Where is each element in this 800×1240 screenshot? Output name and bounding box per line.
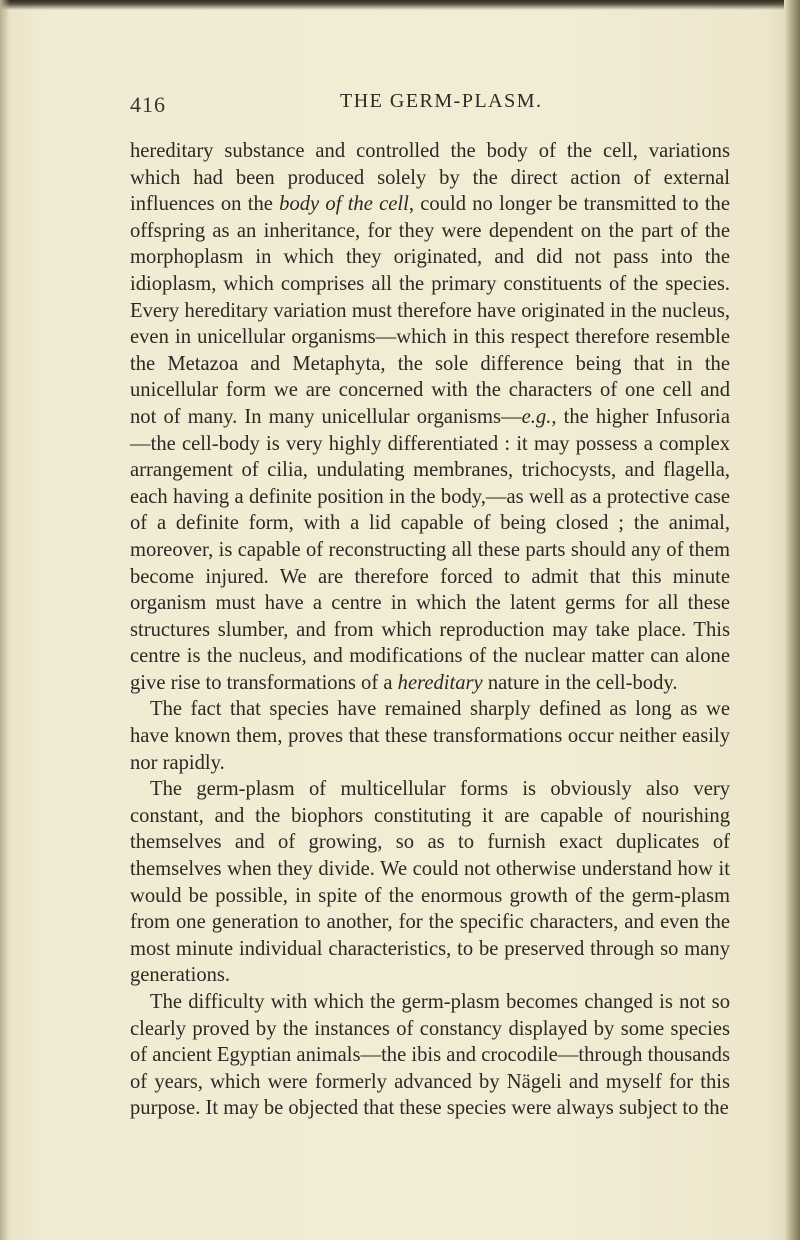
paragraph-2: The fact that species have remained sharply defined as long as we have known them, proves that these transformations occur neither easily nor rapidly. [130,698,730,774]
paragraph-1-part-g: nature in the cell-body. [482,671,678,694]
binding-edge [784,0,800,1240]
italic-body-of-the-cell: body of the cell [279,193,409,216]
paragraph-4: The difficulty with which the germ-plasm becomes changed is not so clearly proved by the instances of constancy displayed by some species of ancient Egyptian animals—the ibis and crocodile—through thousands of years, which were formerly advanced by Nägeli and myself for this purpose. It may be objected that these species were always subject to the [130,991,730,1120]
paragraph-3: The germ-plasm of multicellular forms is obviously also very constant, and the biophors constituting it are capable of nourishing themselves and of growing, so as to furnish exact duplicates of themselves when they divide. We could not otherwise understand how it would be possible, in spite of the enormous growth of the germ-plasm from one generation to another, for the specific characters, and even the most minute individual characteristics, to be preserved through so many generations. [130,778,730,987]
running-head: THE GERM-PLASM. [340,90,543,112]
italic-eg: e.g. [521,405,552,428]
top-edge-shadow [0,0,800,10]
page-header [130,88,730,118]
body-text [130,138,730,1122]
italic-hereditary: hereditary [397,671,483,694]
paragraph-1 [130,138,730,696]
paragraph-1-part-a: hereditary substance and controlled the body of the cell, variations which had been produced solely by the direct action of external influences on the [130,140,730,216]
left-page-edge [0,0,10,1240]
paragraph-1-part-c: , could no longer be transmitted to the offspring as an inheritance, for they were dependent on the part of the morphoplasm in which they originated, and did not pass into the idioplasm, which comprises all the primary constituents of the species. Every hereditary variation must therefore have originated in the nucleus, even in unicellular organisms—which in this respect therefore resemble the Metazoa and Metaphyta, the sole difference being that in the unicellular form we are concerned with the characters of one cell and not of many. In many unicellular organisms— [130,193,730,428]
paragraph-1-part-e: , the higher Infusoria—the cell-body is very highly differentiated : it may possess a complex arrangement of cilia, undulating membranes, trichocysts, and flagella, each having a definite position in the body,—as well as a protective case of a definite form, with a lid capable of being closed ; the animal, moreover, is capable of reconstructing all these parts should any of them become injured. We are therefore forced to admit that this minute organism must have a centre in which the latent germs for all these structures slumber, and from which reproduction may take place. This centre is the nucleus, and modifications of the nuclear matter can alone give rise to transformations of a [130,405,730,694]
page-number: 416 [130,92,166,117]
